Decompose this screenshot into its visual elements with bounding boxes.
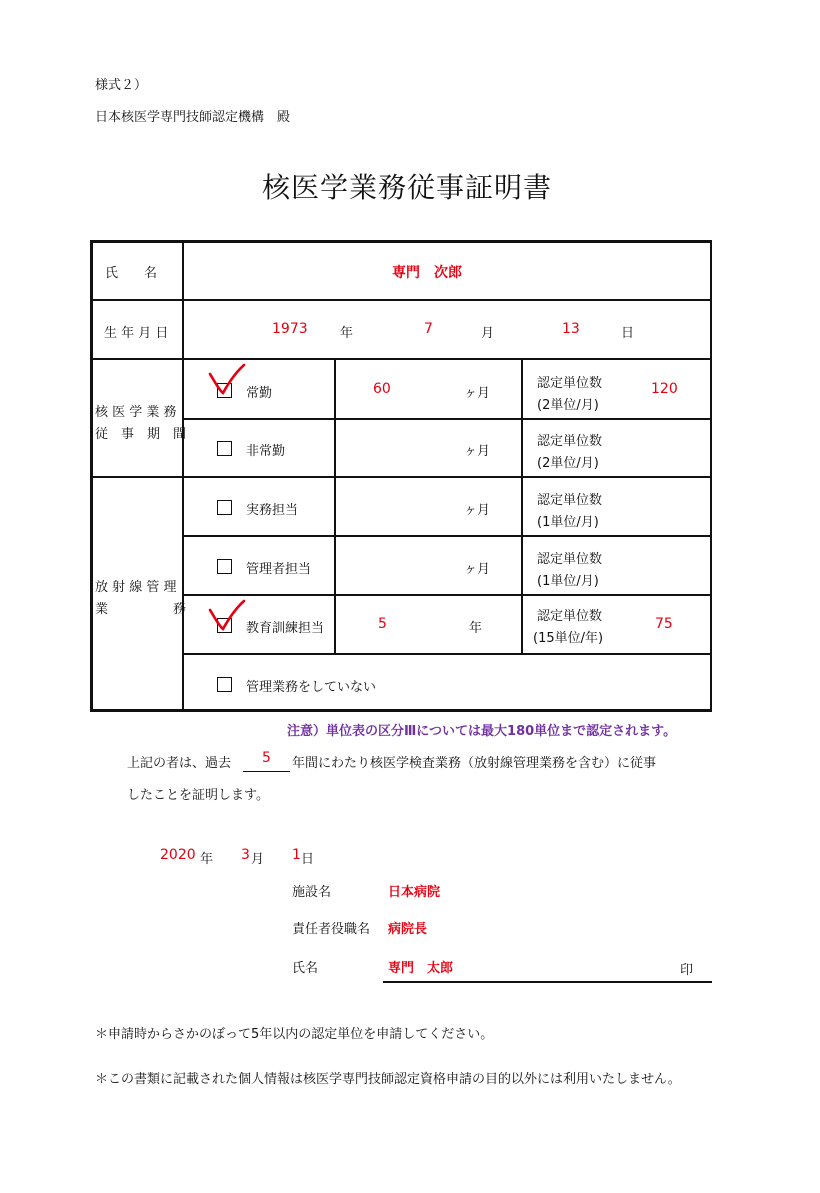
- date-year-unit: 年: [200, 852, 214, 867]
- role-value: 病院長: [388, 922, 428, 937]
- radmgmt-label-line1: 放 射 線 管 理: [95, 580, 177, 595]
- footnote-2: ＊この書類に記載された個人情報は核医学専門技師認定資格申請の目的以外には利用いたしません。: [95, 1072, 681, 1087]
- form-number: 様式２）: [95, 78, 148, 93]
- certification-years: 5: [262, 750, 271, 766]
- birth-year-unit: 年: [340, 326, 354, 341]
- name-value: 専門 次郎: [392, 265, 462, 281]
- period-label-line1: 核 医 学 業 務: [95, 405, 177, 420]
- manager-checkbox[interactable]: [217, 559, 232, 574]
- name-label: 氏 名: [105, 266, 158, 281]
- fulltime-months-unit: ヶ月: [464, 386, 491, 401]
- period-label-line2: 従 事 期 間: [95, 427, 187, 442]
- footnote-1: ＊申請時からさかのぼって5年以内の認定単位を申請してください。: [95, 1027, 494, 1042]
- practical-checkbox[interactable]: [217, 500, 232, 515]
- fulltime-unit-rate: (2単位/月): [537, 398, 599, 413]
- no-management-label: 管理業務をしていない: [246, 680, 377, 695]
- fulltime-check-mark-icon: [206, 362, 248, 398]
- fulltime-label: 常勤: [246, 386, 273, 401]
- date-month: 3: [241, 847, 250, 863]
- manager-label: 管理者担当: [246, 562, 312, 577]
- certification-text-line2: したことを証明します。: [127, 788, 269, 803]
- seal-mark: 印: [680, 963, 694, 978]
- training-years-unit: 年: [469, 621, 483, 636]
- birth-year: 1973: [272, 321, 308, 337]
- training-unit-rate: (15単位/年): [533, 631, 604, 646]
- fulltime-unit-label: 認定単位数: [537, 376, 603, 391]
- facility-value: 日本病院: [388, 885, 441, 900]
- practical-unit-rate: (1単位/月): [537, 515, 599, 530]
- fulltime-months: 60: [373, 381, 391, 397]
- certification-text-post: 年間にわたり核医学検査業務（放射線管理業務を含む）に従事: [292, 756, 657, 771]
- birth-day-unit: 日: [621, 326, 635, 341]
- signature-underline: [383, 981, 712, 983]
- training-years: 5: [378, 616, 387, 632]
- parttime-unit-label: 認定単位数: [537, 434, 603, 449]
- no-management-checkbox[interactable]: [217, 677, 232, 692]
- facility-label: 施設名: [292, 885, 332, 900]
- certification-years-underline: [243, 771, 290, 772]
- parttime-unit-rate: (2単位/月): [537, 456, 599, 471]
- practical-label: 実務担当: [246, 503, 299, 518]
- practical-unit-label: 認定単位数: [537, 493, 603, 508]
- fulltime-units: 120: [651, 381, 678, 397]
- training-check-mark-icon: [206, 598, 248, 634]
- table-note: 注意）単位表の区分Ⅲについては最大180単位まで認定されます。: [287, 724, 677, 739]
- role-label: 責任者役職名: [292, 922, 371, 937]
- certification-text-pre: 上記の者は、過去: [127, 756, 232, 771]
- manager-unit-rate: (1単位/月): [537, 574, 599, 589]
- addressee: 日本核医学専門技師認定機構 殿: [95, 110, 291, 125]
- manager-months-unit: ヶ月: [464, 562, 491, 577]
- date-year: 2020: [160, 847, 196, 863]
- signer-name-value: 専門 太郎: [388, 961, 454, 976]
- manager-unit-label: 認定単位数: [537, 552, 603, 567]
- practical-months-unit: ヶ月: [464, 503, 491, 518]
- birth-day: 13: [562, 321, 580, 337]
- parttime-checkbox[interactable]: [217, 441, 232, 456]
- date-day-unit: 日: [301, 852, 315, 867]
- birth-month-unit: 月: [481, 326, 495, 341]
- birth-month: 7: [424, 321, 433, 337]
- parttime-label: 非常勤: [246, 444, 286, 459]
- training-unit-label: 認定単位数: [537, 609, 603, 624]
- birth-label: 生 年 月 日: [104, 326, 169, 341]
- training-label: 教育訓練担当: [246, 621, 325, 636]
- date-month-unit: 月: [251, 852, 265, 867]
- page-title: 核医学業務従事証明書: [262, 171, 553, 204]
- date-day: 1: [292, 847, 301, 863]
- signer-name-label: 氏名: [292, 961, 319, 976]
- parttime-months-unit: ヶ月: [464, 444, 491, 459]
- training-units: 75: [655, 616, 673, 632]
- radmgmt-label-line2: 業 務: [95, 602, 187, 617]
